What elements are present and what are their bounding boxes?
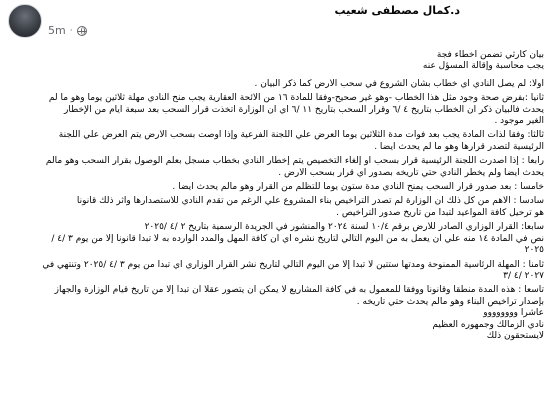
post-line: لايستحقون ذلك bbox=[486, 330, 544, 341]
post-line: يحدث أيضا ولم يخطر النادي حتي تاريخه بصدور أي قرار بسحب الأرض . bbox=[278, 167, 544, 178]
post-line: يحدث فالبيان ذكر أن الخطاب بتاريخ ٤ /٦ وقرار السحب بتاريخ ١١ /٦ أي أن الوزارة اتخذت قرار السحب بعد سبعة أيام من الإخطار bbox=[64, 104, 544, 115]
post-line: نادي الزمالك وجمهوره العظيم bbox=[432, 319, 544, 330]
post-line: أولا: لم يصل النادي أي خطاب بشأن الشروع في سحب الأرض كما ذكر البيان . bbox=[254, 78, 544, 89]
post-line: نص في المادة ١٤ منه علي أن يعمل به من اليوم التالي لتاريخ نشره أي أن كافة المهل والمدد الوارده به لا تبدأ قانونا إلا من يوم ٣ /٤ / bbox=[51, 233, 544, 244]
post-body bbox=[12, 50, 544, 342]
author-avatar[interactable] bbox=[8, 4, 42, 38]
post-line: خامسا : بعد صدور قرار السحب يمنح النادي مدة ستون يوما للتظلم من القرار وهو مالم يحدث أيضا . bbox=[172, 182, 544, 193]
post-line: يجب محاسبة وإقالة المسؤل عنه bbox=[422, 61, 544, 72]
post-line: هو ترحيل كافة المواعيد لتبدأ من تاريخ صدور التراخيص . bbox=[336, 207, 544, 218]
post-line: ثامنا : المهلة الرئاسية الممنوحة ومدتها ستتين لا تبدأ إلا من اليوم التالي لتاريخ نشر القرار الوزاري أي تبدأ من يوم ٣ /٤ /٢٠٢٥ وتنتهي في bbox=[42, 259, 544, 270]
post-line: بيان كارثي تضمن أخطاء فجة bbox=[436, 50, 544, 60]
post-meta bbox=[48, 24, 87, 37]
meta-separator: · bbox=[69, 25, 73, 36]
post-line: عاشرا وووووووو bbox=[483, 308, 544, 319]
globe-icon bbox=[77, 26, 87, 36]
post-line: سادسا : الأهم من كل ذلك أن الوزارة لم تصدر التراخيص بناء المشروع علي الرغم من تقدم النادي للاستصدارها وأثر ذلك قانونا bbox=[76, 196, 544, 207]
post-line: ٢٠٢٥ bbox=[524, 245, 544, 256]
post-line: تاسعا : هذه المدة منطقا وقانونا ووفقا للمعمول به في كافة المشاريع لا يمكن أن يتصور عقلا أن تبدأ إلا من تاريخ قيام الوزارة والجهاز bbox=[54, 285, 544, 296]
post-line: ثانيا :بفرض صحة وجود مثل هذا الخطاب -وهو غير صحيح-وفقا للمادة ١٦ من الائحة العقارية يجب منح النادي مهلة ثلاثين يوما وهو ما لم bbox=[48, 93, 544, 104]
post-time[interactable]: 5m bbox=[48, 24, 66, 37]
post-line: ٢٠٢٧ /٤ /٣ bbox=[503, 270, 544, 281]
author-name[interactable]: د.كمال مصطفى شعيب bbox=[334, 4, 460, 17]
post-line: سابعا: القرار الوزاري الصادر للأرض برقم ١٠/٤ لسنة ٢٠٢٤ والمنشور في الجريدة الرسمية بتاريخ ٢ /٤ /٢٠٢٥ bbox=[144, 222, 544, 233]
post-line: رابعا : إذا أصدرت اللجنة الرئيسية قرار بسحب أو إلغاء التخصيص يتم إخطار النادي بخطاب مسجل بعلم الوصول بقرار السحب وهو مالم bbox=[45, 156, 544, 167]
post-line: الغير موجود . bbox=[494, 116, 544, 127]
post-line: ثالثا: وفقا لذات المادة يجب بعد فوات مدة الثلاثين يوما العرض علي اللجنة الفرعية وإذا أوصت بسحب الأرض يتم العرض علي اللجنة bbox=[58, 130, 544, 141]
post-header bbox=[0, 0, 552, 46]
post-line: بإصدار تراخيص البناء وهو مالم يحدث حتي تاريخه . bbox=[356, 296, 544, 307]
post-line: الرئيسية لتصدر قرارها وهو ما لم يحدث أيضا . bbox=[374, 141, 544, 152]
